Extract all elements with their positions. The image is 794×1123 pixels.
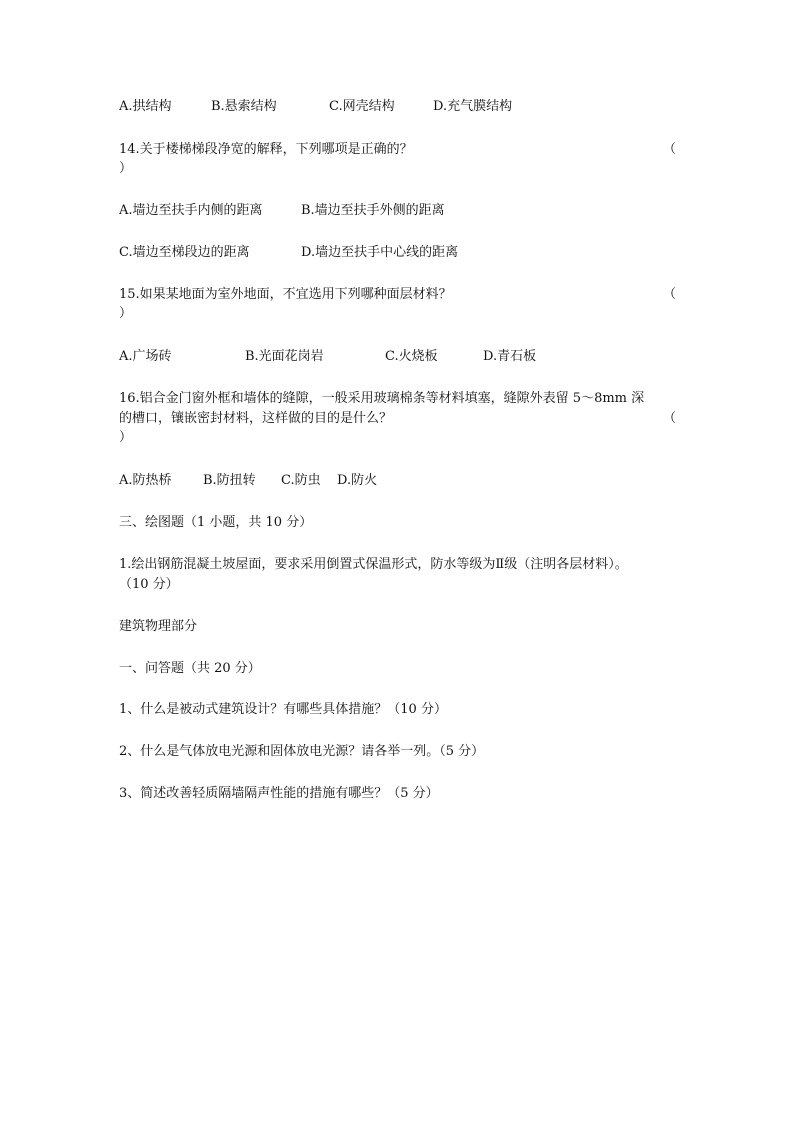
q15-option-b: B.光面花岗岩 bbox=[245, 349, 324, 364]
q13-option-c: C.网壳结构 bbox=[329, 99, 395, 114]
q13-option-b: B.悬索结构 bbox=[211, 99, 277, 114]
q14-option-b: B.墙边至扶手外侧的距离 bbox=[301, 203, 445, 218]
q16-option-c: C.防虫 bbox=[281, 473, 321, 488]
physics-question-3: 3、简述改善轻质隔墙隔声性能的措施有哪些？（5 分） bbox=[119, 786, 439, 801]
q14-paren-open: （ bbox=[663, 142, 677, 157]
physics-question-2: 2、什么是气体放电光源和固体放电光源？请各举一列。（5 分） bbox=[119, 744, 485, 759]
q15-option-d: D.青石板 bbox=[483, 349, 537, 364]
physics-heading: 一、问答题（共 20 分） bbox=[119, 661, 261, 676]
q14-option-d: D.墙边至扶手中心线的距离 bbox=[301, 245, 459, 260]
q13-options bbox=[119, 98, 679, 116]
q15-question: 15.如果某地面为室外地面，不宜选用下列哪种面层材料？ bbox=[119, 287, 452, 302]
physics-title: 建筑物理部分 bbox=[119, 619, 198, 634]
q14-option-c: C.墙边至梯段边的距离 bbox=[119, 245, 250, 260]
q15-option-c: C.火烧板 bbox=[385, 349, 438, 364]
q14-options-row2 bbox=[119, 244, 679, 262]
q15-paren-close: ） bbox=[119, 306, 133, 321]
q16-paren-close: ） bbox=[119, 430, 133, 445]
q16-option-b: B.防扭转 bbox=[203, 473, 256, 488]
section3-heading: 三、绘图题（1 小题，共 10 分） bbox=[119, 515, 313, 530]
section3-q1-line1: 1.绘出钢筋混凝土坡屋面，要求采用倒置式保温形式，防水等级为Ⅱ级（注明各层材料）。 bbox=[119, 557, 628, 572]
physics-question-1: 1、什么是被动式建筑设计？有哪些具体措施？（10 分） bbox=[119, 702, 447, 717]
q14-options-row1 bbox=[119, 202, 679, 220]
q14-option-a: A.墙边至扶手内侧的距离 bbox=[119, 203, 263, 218]
q16-question-line1: 16.铝合金门窗外框和墙体的缝隙，一般采用玻璃棉条等材料填塞，缝隙外表留 5～8mm 深 bbox=[119, 391, 645, 406]
q15-option-a: A.广场砖 bbox=[119, 349, 172, 364]
q13-option-a: A.拱结构 bbox=[119, 99, 172, 114]
q16-option-a: A.防热桥 bbox=[119, 473, 172, 488]
q14-question: 14.关于楼梯梯段净宽的解释，下列哪项是正确的？ bbox=[119, 142, 413, 157]
q15-paren-open: （ bbox=[663, 287, 677, 302]
q16-paren-open: （ bbox=[663, 411, 677, 426]
q13-option-d: D.充气膜结构 bbox=[433, 99, 513, 114]
q16-option-d: D.防火 bbox=[337, 473, 378, 488]
q15-options bbox=[119, 348, 679, 366]
q14-paren-close: ） bbox=[119, 161, 133, 176]
section3-q1-line2: （10 分） bbox=[119, 577, 179, 592]
q16-question-line2: 的槽口，镶嵌密封材料，这样做的目的是什么？ bbox=[119, 411, 393, 426]
q16-options bbox=[119, 472, 679, 490]
